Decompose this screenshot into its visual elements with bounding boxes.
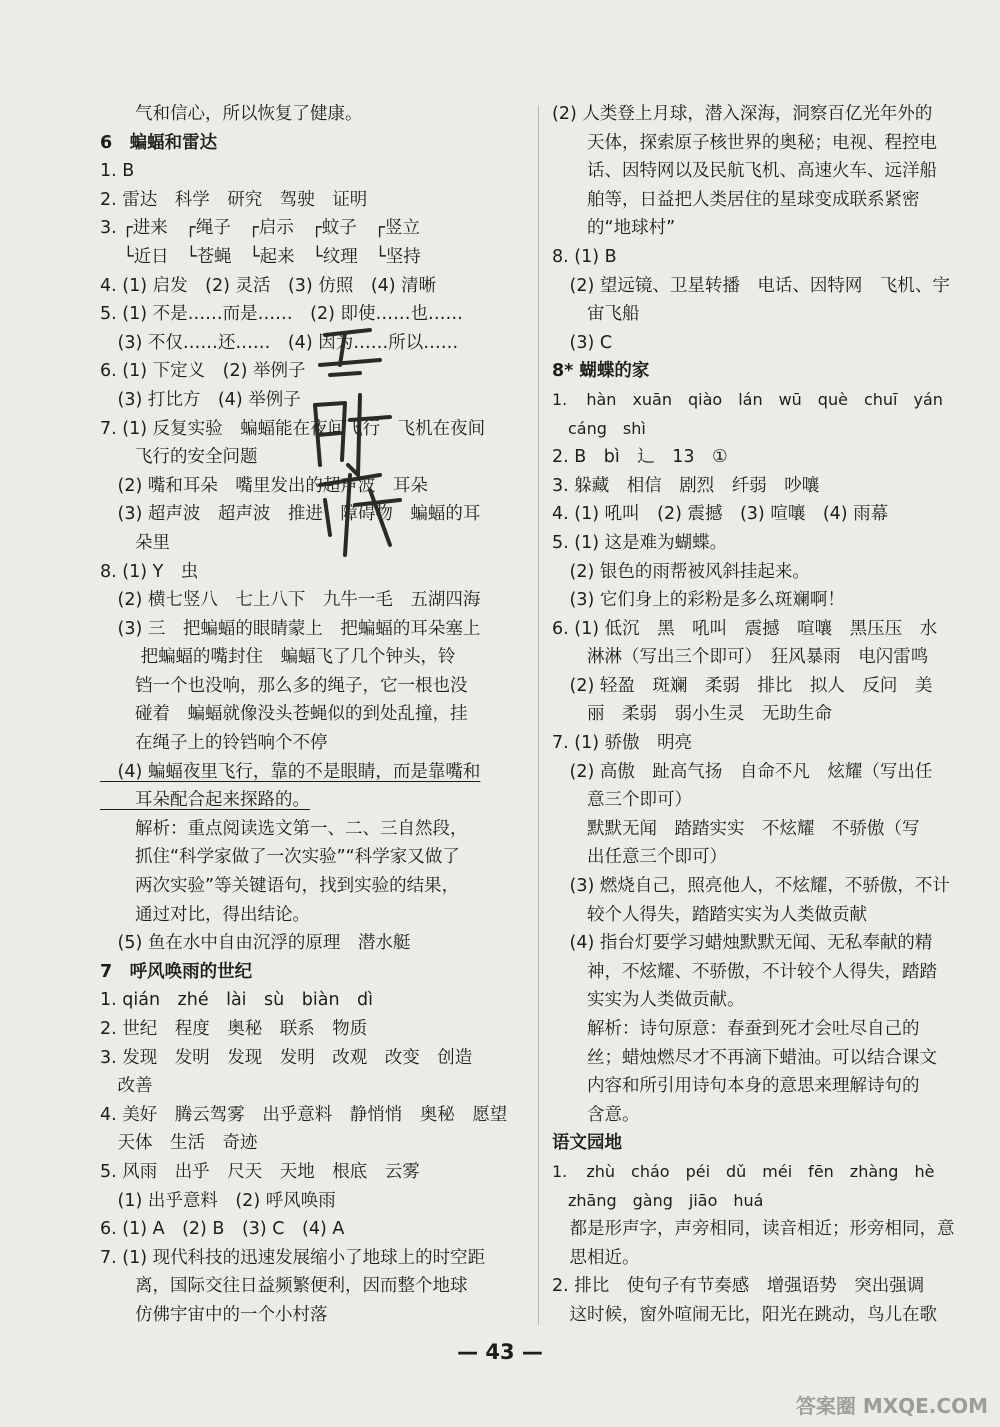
answer-line: 意三个即可） xyxy=(552,790,692,811)
answer-line: (5) 鱼在水中自由沉浮的原理 潜水艇 xyxy=(100,933,411,954)
answer-line: 2. B bì 辶 13 ① xyxy=(552,447,728,468)
answer-line: 默默无闻 踏踏实实 不炫耀 不骄傲（写 xyxy=(552,818,920,839)
answer-line: (1) 出乎意料 (2) 呼风唤雨 xyxy=(100,1190,336,1211)
answer-line: (2) 轻盈 斑斓 柔弱 排比 拟人 反问 美 xyxy=(552,675,933,696)
answer-line: (2) 望远镜、卫星转播 电话、因特网 飞机、宇 xyxy=(552,275,950,296)
answer-line: 天体，探索原子核世界的奥秘；电视、程控电 xyxy=(552,132,937,153)
answer-line: 3. 躲藏 相信 剧烈 纤弱 吵嚷 xyxy=(552,475,820,496)
answer-line: 神，不炫耀、不骄傲，不计较个人得失，踏踏 xyxy=(552,961,937,982)
answer-line: (2) 人类登上月球，潜入深海，洞察百亿光年外的 xyxy=(552,104,933,124)
answer-line: 思相近。 xyxy=(552,1247,640,1268)
answer-line: 8. (1) B xyxy=(552,246,617,267)
answer-line: 2. 世纪 程度 奥秘 联系 物质 xyxy=(100,1019,368,1039)
answer-line: 解析：重点阅读选文第一、二、三自然段， xyxy=(100,818,468,839)
answer-line: 含意。 xyxy=(552,1104,640,1125)
answer-line: 碰着 蝙蝠就像没头苍蝇似的到处乱撞，挂 xyxy=(100,704,468,725)
answer-line: 淋淋（写出三个即可） 狂风暴雨 电闪雷鸣 xyxy=(552,647,929,668)
handwriting-scribble xyxy=(300,325,410,565)
answer-line: 5. (1) 不是……而是…… (2) 即使……也…… xyxy=(100,304,463,325)
answer-line: 实实为人类做贡献。 xyxy=(552,990,745,1011)
answer-line: 7. (1) 骄傲 明亮 xyxy=(552,733,693,754)
answer-line: 天体 生活 奇迹 xyxy=(100,1133,258,1154)
answer-line: 5. (1) 这是难为蝴蝶。 xyxy=(552,532,728,553)
answer-line: 2. 雷达 科学 研究 驾驶 证明 xyxy=(100,189,368,210)
answer-line: 把蝙蝠的嘴封住 蝙蝠飞了几个钟头，铃 xyxy=(100,647,456,668)
answer-line: (2) 横七竖八 七上八下 九牛一毛 五湖四海 xyxy=(100,590,481,611)
answer-line: (2) 高傲 趾高气扬 自命不凡 炫耀（写出任 xyxy=(552,761,933,782)
answer-line: 出任意三个即可） xyxy=(552,847,727,868)
answer-line: 4. 美好 腾云驾雾 出乎意料 静悄悄 奥秘 愿望 xyxy=(100,1104,508,1125)
answer-line: (2) 嘴和耳朵 嘴里发出的超声波 耳朵 xyxy=(100,475,428,496)
answer-line: 铛一个也没响，那么多的绳子，它一根也没 xyxy=(100,675,468,696)
answer-line: 8. (1) Y 虫 xyxy=(100,561,199,582)
answer-line: (3) 超声波 超声波 推进 障碍物 蝙蝠的耳 xyxy=(100,504,481,525)
answer-line: 宙飞船 xyxy=(552,304,640,325)
answer-line: 1. B xyxy=(100,161,135,182)
answer-line: └近日 └苍蝇 └起来 └纹理 └坚持 xyxy=(100,246,421,267)
answer-line: (3) 不仅……还…… (4) 因为……所以…… xyxy=(100,332,459,353)
answer-line: 3. 发现 发明 发现 发明 改观 改变 创造 xyxy=(100,1047,473,1068)
answer-line: 朵里 xyxy=(100,532,170,553)
left-column xyxy=(100,100,525,1330)
answer-line: (4) 指台灯要学习蜡烛默默无闻、无私奉献的精 xyxy=(552,933,933,954)
answer-line: 3. ┌进来 ┌绳子 ┌启示 ┌蚊子 ┌竖立 xyxy=(100,218,420,239)
answer-line: 舶等，日益把人类居住的星球变成联系紧密 xyxy=(552,189,920,210)
answer-line: 抓住“科学家做了一次实验”“科学家又做了 xyxy=(100,847,460,868)
answer-line: 7. (1) 现代科技的迅速发展缩小了地球上的时空距 xyxy=(100,1247,486,1268)
answer-line: 在绳子上的铃铛响个不停 xyxy=(100,733,328,754)
answer-line: (3) 打比方 (4) 举例子 xyxy=(100,389,301,410)
answer-line: 丽 柔弱 弱小生灵 无助生命 xyxy=(552,704,832,725)
answer-line: 4. (1) 吼叫 (2) 震撼 (3) 喧嚷 (4) 雨幕 xyxy=(552,504,889,525)
answer-line: zhāng gàng jiāo huá xyxy=(552,1190,764,1210)
page-number: — 43 — xyxy=(457,1340,543,1364)
answer-line: 丝；蜡烛燃尽才不再滴下蜡油。可以结合课文 xyxy=(552,1047,937,1068)
answer-line: cáng shì xyxy=(552,418,646,438)
answer-line: 6. (1) A (2) B (3) C (4) A xyxy=(100,1219,345,1240)
right-column xyxy=(552,100,967,1330)
answer-line: (2) 银色的雨帮被风斜挂起来。 xyxy=(552,561,810,582)
answer-line: 这时候，窗外喧闹无比，阳光在跳动，鸟儿在歌 xyxy=(552,1304,937,1325)
answer-line: 4. (1) 启发 (2) 灵活 (3) 仿照 (4) 清晰 xyxy=(100,275,437,296)
answer-line: 1. hàn xuān qiào lán wū què chuī yán xyxy=(552,389,943,409)
section-heading: 语文园地 xyxy=(552,1133,622,1154)
answer-line: 改善 xyxy=(100,1076,153,1097)
answer-line: 离，国际交往日益频繁便利，因而整个地球 xyxy=(100,1276,468,1297)
answer-line: 1. zhù cháo péi dǔ méi fēn zhàng hè xyxy=(552,1161,935,1181)
answer-line: (3) C xyxy=(552,332,613,353)
section-heading: 7 呼风唤雨的世纪 xyxy=(100,961,253,982)
answer-line: 解析：诗句原意：春蚕到死才会吐尽自己的 xyxy=(552,1019,920,1039)
answer-line: 话、因特网以及民航飞机、高速火车、远洋船 xyxy=(552,161,937,182)
answer-line: 两次实验”等关键语句，找到实验的结果， xyxy=(100,876,460,897)
answer-line: 的“地球村” xyxy=(552,218,676,239)
section-heading: 6 蝙蝠和雷达 xyxy=(100,132,218,153)
answer-line: 耳朵配合起来探路的。 xyxy=(100,790,310,811)
answer-line: 气和信心，所以恢复了健康。 xyxy=(100,104,363,124)
answer-line: (3) 燃烧自己，照亮他人，不炫耀，不骄傲，不计 xyxy=(552,876,950,897)
column-divider xyxy=(538,105,539,1325)
answer-line: 5. 风雨 出乎 尺天 天地 根底 云雾 xyxy=(100,1161,420,1182)
answer-line: 通过对比，得出结论。 xyxy=(100,904,310,925)
answer-line: 较个人得失，踏踏实实为人类做贡献 xyxy=(552,904,867,925)
section-heading: 8* 蝴蝶的家 xyxy=(552,361,650,382)
answer-line: (3) 三 把蝙蝠的眼睛蒙上 把蝙蝠的耳朵塞上 xyxy=(100,618,481,639)
answer-line: 内容和所引用诗句本身的意思来理解诗句的 xyxy=(552,1076,920,1097)
answer-line: 2. 排比 使句子有节奏感 增强语势 突出强调 xyxy=(552,1276,925,1297)
answer-line: 飞行的安全问题 xyxy=(100,447,258,468)
answer-line: 仿佛宇宙中的一个小村落 xyxy=(100,1304,328,1325)
watermark-logo: 答案圈 MXQE.COM xyxy=(795,1394,988,1418)
answer-line: 6. (1) 下定义 (2) 举例子 xyxy=(100,361,306,382)
answer-line: (4) 蝙蝠夜里飞行，靠的不是眼睛，而是靠嘴和 xyxy=(100,761,481,782)
answer-line: 都是形声字，声旁相同，读音相近；形旁相同，意 xyxy=(552,1219,955,1240)
answer-line: 1. qián zhé lài sù biàn dì xyxy=(100,990,374,1011)
answer-line: (3) 它们身上的彩粉是多么斑斓啊！ xyxy=(552,590,845,611)
answer-line: 7. (1) 反复实验 蝙蝠能在夜间飞行 飞机在夜间 xyxy=(100,418,486,439)
answer-line: 6. (1) 低沉 黑 吼叫 震撼 喧嚷 黑压压 水 xyxy=(552,618,938,639)
